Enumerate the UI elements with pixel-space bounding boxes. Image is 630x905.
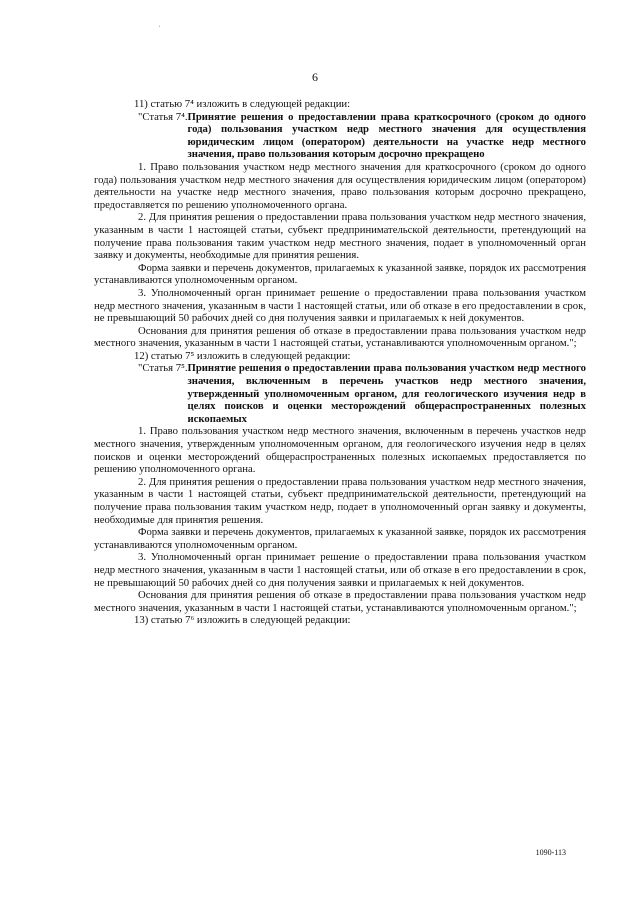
paragraph: 11) статью 7⁴ изложить в следующей редакции: [134, 98, 351, 110]
paragraph: Форма заявки и перечень документов, прилагаемых к указанной заявке, порядок их рассмотрения устанавливаются уполномоченным органом. [94, 261, 586, 287]
paragraph: Основания для принятия решения об отказе в предоставлении права пользования участком недр местного значения, указанным в части 1 настоящей статьи, устанавливаются уполномоченным органом."; [94, 324, 586, 350]
scan-mark: ˌ [158, 18, 161, 27]
article-number: "Статья 7⁵. [138, 362, 188, 375]
page-number: 6 [312, 70, 318, 84]
paragraph: 3. Уполномоченный орган принимает решение о предоставлении права пользования участком недр местного значения, указанным в части 1 настоящей статьи, или об отказе в его предоставлении в срок, не превышающий 50 рабочих дней со дня получения заявки и прилагаемых к ней документов. [94, 286, 586, 325]
paragraph: 1. Право пользования участком недр местного значения для краткосрочного (сроком до одного года) пользования участком недр местного значения для осуществления юридическим лицом (оператором) деятельности на участке недр местного значения, право пользования которым досрочно прекращено, предоставляется по решению уполномоченного органа. [94, 160, 586, 211]
paragraph: 1. Право пользования участком недр местного значения, включенным в перечень участков недр местного значения, утвержденным уполномоченным органом, для геологического изучения недр в целях поисков и оценки месторождений общераспространенных полезных ископаемых предоставляется по решению уполномоченного органа. [94, 425, 586, 476]
paragraph: Основания для принятия решения об отказе в предоставлении права пользования участком недр местного значения, указанным в части 1 настоящей статьи, устанавливаются уполномоченным органом."; [94, 589, 586, 614]
footer-code: 1090-113 [535, 848, 566, 857]
paragraph: Форма заявки и перечень документов, прилагаемых к указанной заявке, порядок их рассмотрения устанавливаются уполномоченным органом. [94, 526, 586, 551]
paragraph: 2. Для принятия решения о предоставлении права пользования участком недр местного значения, указанным в части 1 настоящей статьи, субъект предпринимательской деятельности, претендующий на получение права пользования таким участком недр местного значения, подает в уполномоченный орган заявку и документы, необходимые для принятия решения. [94, 211, 586, 262]
paragraph: 2. Для принятия решения о предоставлении права пользования участком недр местного значения, указанным в части 1 настоящей статьи, субъект предпринимательской деятельности, претендующий на получение права пользования таким участком недр, подает в уполномоченный орган заявку и документы, необходимые для принятия решения. [94, 475, 586, 526]
paragraph: 13) статью 7⁶ изложить в следующей редакции: [134, 614, 351, 627]
article-heading [94, 362, 586, 425]
document-body [94, 98, 586, 627]
article-number: "Статья 7⁴. [138, 110, 188, 123]
article-title: Принятие решения о предоставлении права пользования участком недр местного значения, включенным в перечень участков недр местного значения, утвержденный уполномоченным органом, для геологического изучения недр в целях поисков и оценки месторождений общераспространенных полезных ископаемых [187, 362, 586, 425]
article-title: Принятие решения о предоставлении права краткосрочного (сроком до одного года) пользования участком недр местного значения для осуществления юридическим лицом (оператором) деятельности на участке недр местного значения, право пользования которым досрочно прекращено [187, 110, 586, 161]
paragraph: 3. Уполномоченный орган принимает решение о предоставлении права пользования участком недр местного значения, указанным в части 1 настоящей статьи, или об отказе в его предоставлении в срок, не превышающий 50 рабочих дней со дня получения заявки и прилагаемых к ней документов. [94, 551, 586, 589]
paragraph: 12) статью 7⁵ изложить в следующей редакции: [134, 349, 351, 362]
article-heading [94, 111, 586, 161]
